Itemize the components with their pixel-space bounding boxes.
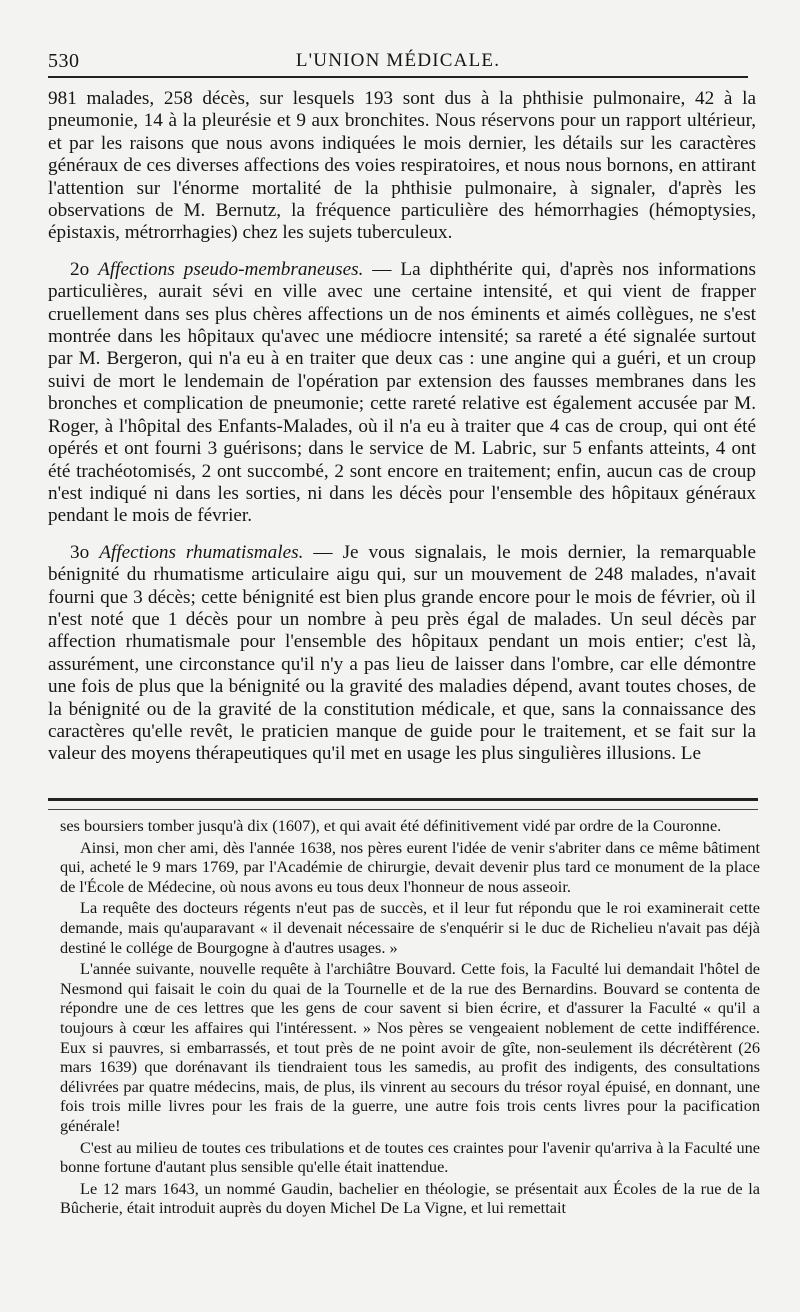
section-number: 2o xyxy=(70,258,99,280)
paragraph-pseudo-membraneuses xyxy=(48,259,756,528)
feuilleton-paragraph: C'est au milieu de toutes ces tribulations et de toutes ces craintes pour l'avenir qu'arriva à la Faculté une bonne fortune d'autant plus sensible qu'elle était inattendue. xyxy=(60,1137,760,1177)
section-title: Affections pseudo-membraneuses. xyxy=(98,258,364,280)
page-number: 530 xyxy=(48,50,80,72)
feuilleton-paragraph: L'année suivante, nouvelle requête à l'archiâtre Bouvard. Cette fois, la Faculté lui demandait l'hôtel de Nesmond qui faisait le coin du quai de la Tournelle et de la rue des Bernardins. Bouvard se contenta de répondre une de ces lettres que les gens de cour savent si bien écrire, et d'assurer la Faculté « qu'il a toujours à cœur les affaires qui l'intéressent. » Nos pères se vengeaient noblement de cette indifférence. Eux si pauvres, si embarrassés, et tout près de ne point avoir de gîte, non-seulement ils décrétèrent (26 mars 1639) que dorénavant ils tiendraient tous les samedis, au profit des indigents, des consultations délivrées par quatre médecins, mais, de plus, ils vinrent au secours du trésor royal épuisé, en donnant, une fois trois mille livres pour les frais de la guerre, une autre fois trois cents livres pour la pacification générale! xyxy=(60,959,760,1135)
feuilleton-paragraph: Le 12 mars 1643, un nommé Gaudin, bachelier en théologie, se présentait aux Écoles de la rue de la Bûcherie, était introduit auprès du doyen Michel De La Vigne, et lui remettait xyxy=(60,1178,760,1218)
main-article xyxy=(48,88,756,766)
section-number: 3o xyxy=(70,541,100,563)
section-title: Affections rhumatismales. xyxy=(99,541,304,563)
paragraph-rhumatismales xyxy=(48,542,756,766)
page-header xyxy=(48,48,748,78)
feuilleton-paragraph: ses boursiers tomber jusqu'à dix (1607), et qui avait été définitivement vidé par ordre de la Couronne. xyxy=(60,816,722,835)
running-head: L'UNION MÉDICALE. xyxy=(295,50,501,71)
paragraph-phthisie: 981 malades, 258 décès, sur lesquels 193 sont dus à la phthisie pulmonaire, 42 à la pneumonie, 14 à la pleurésie et 9 aux bronchites. Nous réservons pour un rapport ultérieur, et par les raisons que nous avons indiquées le mois dernier, les détails sur les caractères généraux de ces diverses affections des voies respiratoires, et nous nous bornons, en attirant l'attention sur l'énorme mortalité de la phthisie pulmonaire, à signaler, d'après les observations de M. Bernutz, la fréquence particulière des hémorrhagies (hémoptysies, épistaxis, métrorrhagies) chez les sujets tuberculeux. xyxy=(48,88,756,244)
feuilleton-divider xyxy=(48,798,758,810)
feuilleton-column xyxy=(60,816,760,1220)
section-text: — La diphthérite qui, d'après nos informations particulières, aurait sévi en ville avec une certaine intensité, et qui vient de frapper cruellement dans ses plus chères affections un de nos éminents et aimés collègues, ne s'est montrée dans les hôpitaux qu'avec une médiocre intensité; sa rareté a été signalée surtout par M. Bergeron, qui n'a eu à en traiter que deux cas : une angine qui a guéri, et un croup suivi de mort le lendemain de l'opération par extension des fausses membranes dans les bronches et complication de pneumonie; cette rareté relative est également accusée par M. Roger, à l'hôpital des Enfants-Malades, où il n'a eu à traiter que 4 cas de croup, qui ont été opérés et ont fourni 3 guérisons; dans le service de M. Labric, sur 5 enfants atteints, 4 ont été trachéotomisés, 2 ont succombé, 2 sont encore en traitement; enfin, aucun cas de croup n'est indiqué ni dans les sorties, ni dans les décès pour l'ensemble des hôpitaux généraux pendant le mois de février. xyxy=(48,258,756,527)
section-text: — Je vous signalais, le mois dernier, la remarquable bénignité du rhumatisme articulaire aigu qui, sur un mouvement de 248 malades, n'avait fourni que 3 décès; cette bénignité est bien plus grande encore pour le mois de février, où il n'est noté que 1 décès pour un nombre à peu près égal de malades. Un seul décès par affection rhumatismale pour l'ensemble des hôpitaux pendant un mois entier; c'est là, assurément, une circonstance qu'il n'y a pas lieu de laisser dans l'ombre, car elle démontre une fois de plus que la bénignité ou la gravité des maladies dépend, avant toutes choses, de la bénignité ou de la gravité de la constitution médicale, et que, sans la connaissance des caractères qu'elle revêt, le praticien manque de guide pour le traitement, et se fait sur la valeur des moyens thérapeutiques qu'il met en usage les plus singulières illusions. Le xyxy=(48,541,756,765)
feuilleton-paragraph: Ainsi, mon cher ami, dès l'année 1638, nos pères eurent l'idée de venir s'abriter dans ce même bâtiment qui, acheté le 9 mars 1769, par l'Académie de chirurgie, devait devenir plus tard ce monument de la place de l'École de Médecine, où nous avons eu tous deux l'honneur de nous asseoir. xyxy=(60,837,760,896)
feuilleton-paragraph: La requête des docteurs régents n'eut pas de succès, et il leur fut répondu que le roi examinerait cette demande, mais qu'auparavant « il devenait nécessaire de s'enquérir si le duc de Richelieu n'avait pas déjà destiné le collége de Bourgogne à d'autres usages. » xyxy=(60,898,760,957)
